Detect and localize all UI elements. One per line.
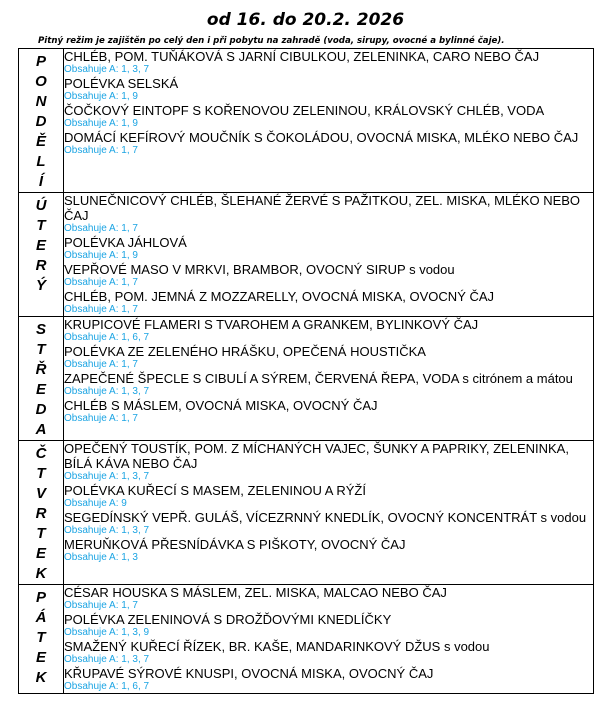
day-name-letter: R bbox=[35, 257, 47, 274]
allergen-info: Obsahuje A: 1, 3, 9 bbox=[64, 627, 150, 638]
meal-item bbox=[64, 371, 593, 386]
meal-item bbox=[64, 585, 593, 600]
meal-item bbox=[64, 49, 593, 64]
day-name-letter: V bbox=[35, 485, 46, 502]
meal-text: SMAŽENÝ KUŘECÍ ŘÍZEK, BR. KAŠE, MANDARINKOVÝ DŽUS bbox=[64, 639, 441, 654]
allergen-info: Obsahuje A: 1, 7 bbox=[64, 277, 138, 288]
day-row bbox=[19, 49, 594, 193]
allergen-info: Obsahuje A: 1, 6, 7 bbox=[64, 681, 150, 692]
meal-text: POLÉVKA ZE ZELENÉHO HRÁŠKU, OPEČENÁ HOUSTIČKA bbox=[64, 344, 426, 359]
day-name-letter: R bbox=[35, 505, 47, 522]
allergen-info: Obsahuje A: 1, 3, 7 bbox=[64, 654, 150, 665]
allergen-info: Obsahuje A: 1, 3, 7 bbox=[64, 64, 150, 75]
meal-item bbox=[64, 317, 593, 332]
allergen-info: Obsahuje A: 1, 7 bbox=[64, 600, 138, 611]
day-name-letter: K bbox=[35, 565, 47, 582]
drinking-regime-note: Pitný režim je zajištěn po celý den i při pobytu na zahradě (voda, sirupy, ovocné a bylinné čaje). bbox=[38, 36, 505, 46]
day-row bbox=[19, 585, 594, 694]
meal-text: DOMÁCÍ KEFÍROVÝ MOUČNÍK S ČOKOLÁDOU, OVOCNÁ MISKA, MLÉKO NEBO ČAJ bbox=[64, 130, 579, 145]
day-name-cell bbox=[19, 193, 64, 317]
meal-item bbox=[64, 289, 593, 304]
day-row bbox=[19, 193, 594, 317]
day-row bbox=[19, 317, 594, 441]
day-name-letter: S bbox=[35, 321, 46, 338]
meals-cell bbox=[64, 193, 594, 317]
meals-cell bbox=[64, 585, 594, 694]
meal-text: KRUPICOVÉ FLAMERI S TVAROHEM A GRANKEM, BYLINKOVÝ ČAJ bbox=[64, 317, 479, 332]
day-name-letter: O bbox=[35, 73, 47, 90]
allergen-info: Obsahuje A: 1, 3 bbox=[64, 552, 138, 563]
day-name-letter: N bbox=[35, 93, 47, 110]
meal-item bbox=[64, 666, 593, 681]
allergen-info: Obsahuje A: 1, 3, 7 bbox=[64, 386, 150, 397]
day-name-letter: D bbox=[35, 113, 47, 130]
meal-text: ČOČKOVÝ EINTOPF S KOŘENOVOU ZELENINOU, KRÁLOVSKÝ CHLÉB, VODA bbox=[64, 103, 545, 118]
meal-text: MERUŇKOVÁ PŘESNÍDÁVKA S PIŠKOTY, OVOCNÝ ČAJ bbox=[64, 537, 406, 552]
meal-text: SLUNEČNICOVÝ CHLÉB, ŠLEHANÉ ŽERVÉ S PAŽITKOU, ZEL. MISKA, MLÉKO NEBO ČAJ bbox=[64, 193, 581, 223]
day-name-cell bbox=[19, 441, 64, 585]
day-name-letter: A bbox=[35, 421, 47, 438]
allergen-info: Obsahuje A: 1, 7 bbox=[64, 413, 138, 424]
day-name-letter: T bbox=[36, 629, 46, 646]
day-name-letter: Ř bbox=[35, 361, 47, 378]
day-row bbox=[19, 441, 594, 585]
day-name-letter: Č bbox=[35, 445, 47, 462]
meal-text: CÉSAR HOUSKA S MÁSLEM, ZEL. MISKA, MALCAO NEBO ČAJ bbox=[64, 585, 447, 600]
allergen-info: Obsahuje A: 1, 7 bbox=[64, 359, 138, 370]
day-name-letter: D bbox=[35, 401, 47, 418]
day-name-letter: T bbox=[36, 465, 46, 482]
meals-cell bbox=[64, 49, 594, 193]
allergen-info: Obsahuje A: 1, 9 bbox=[64, 118, 138, 129]
meal-item bbox=[64, 235, 593, 250]
day-name-letter: T bbox=[36, 341, 46, 358]
meal-text: CHLÉB, POM. JEMNÁ Z MOZZARELLY, OVOCNÁ MISKA, OVOCNÝ ČAJ bbox=[64, 289, 495, 304]
meal-item bbox=[64, 612, 593, 627]
allergen-info: Obsahuje A: 1, 9 bbox=[64, 91, 138, 102]
meal-text: KŘUPAVÉ SÝROVÉ KNUSPI, OVOCNÁ MISKA, OVOCNÝ ČAJ bbox=[64, 666, 434, 681]
day-name-letter: L bbox=[36, 153, 46, 170]
meal-item bbox=[64, 193, 593, 223]
day-name-letter: Á bbox=[35, 609, 47, 626]
meal-note: s vodou bbox=[409, 262, 455, 277]
meal-item bbox=[64, 130, 593, 145]
day-name-letter: T bbox=[36, 525, 46, 542]
day-name-cell bbox=[19, 317, 64, 441]
day-name-cell bbox=[19, 49, 64, 193]
meal-text: OPEČENÝ TOUSTÍK, POM. Z MÍCHANÝCH VAJEC, ŠUNKY A PAPRIKY, ZELENINKA, BÍLÁ KÁVA NEBO ČAJ bbox=[64, 441, 569, 471]
meal-text: SEGEDÍNSKÝ VEPŘ. GULÁŠ, VÍCEZRNNÝ KNEDLÍK, OVOCNÝ KONCENTRÁT bbox=[64, 510, 537, 525]
meal-item bbox=[64, 344, 593, 359]
meal-text: POLÉVKA ZELENINOVÁ S DROŽĎOVÝMI KNEDLÍČKY bbox=[64, 612, 392, 627]
meal-note: s citrónem a mátou bbox=[462, 371, 573, 386]
meal-note: s vodou bbox=[443, 639, 490, 654]
allergen-info: Obsahuje A: 9 bbox=[64, 498, 127, 509]
meals-cell bbox=[64, 317, 594, 441]
meal-item bbox=[64, 483, 593, 498]
day-name-letter: P bbox=[35, 589, 46, 606]
allergen-info: Obsahuje A: 1, 6, 7 bbox=[64, 332, 150, 343]
meal-item bbox=[64, 103, 593, 118]
meal-item bbox=[64, 441, 593, 471]
meal-item bbox=[64, 76, 593, 91]
meal-item bbox=[64, 510, 593, 525]
meal-note: s vodou bbox=[540, 510, 587, 525]
day-name-letter: Ě bbox=[35, 133, 46, 150]
meal-text: POLÉVKA KUŘECÍ S MASEM, ZELENINOU A RÝŽÍ bbox=[64, 483, 366, 498]
day-name-cell bbox=[19, 585, 64, 694]
meal-text: POLÉVKA SELSKÁ bbox=[64, 76, 179, 91]
meal-text: POLÉVKA JÁHLOVÁ bbox=[64, 235, 187, 250]
meal-text: CHLÉB S MÁSLEM, OVOCNÁ MISKA, OVOCNÝ ČAJ bbox=[64, 398, 378, 413]
allergen-info: Obsahuje A: 1, 7 bbox=[64, 145, 138, 156]
day-name-letter: P bbox=[35, 53, 46, 70]
day-name-letter: K bbox=[35, 669, 47, 686]
meal-item bbox=[64, 262, 593, 277]
allergen-info: Obsahuje A: 1, 7 bbox=[64, 223, 138, 234]
day-name-letter: E bbox=[35, 649, 46, 666]
meal-item bbox=[64, 537, 593, 552]
allergen-info: Obsahuje A: 1, 3, 7 bbox=[64, 471, 150, 482]
meal-text: CHLÉB, POM. TUŇÁKOVÁ S JARNÍ CIBULKOU, ZELENINKA, CARO NEBO ČAJ bbox=[64, 49, 540, 64]
meal-item bbox=[64, 398, 593, 413]
weekly-menu-table bbox=[18, 48, 594, 694]
allergen-info: Obsahuje A: 1, 3, 7 bbox=[64, 525, 150, 536]
day-name-letter: T bbox=[36, 217, 46, 234]
day-name-letter: Ú bbox=[35, 197, 47, 214]
day-name-letter: E bbox=[35, 237, 46, 254]
meal-text: VEPŘOVÉ MASO V MRKVI, BRAMBOR, OVOCNÝ SIRUP bbox=[64, 262, 406, 277]
allergen-info: Obsahuje A: 1, 9 bbox=[64, 250, 138, 261]
day-name-letter: E bbox=[35, 545, 46, 562]
menu-title: od 16. do 20.2. 2026 bbox=[206, 10, 405, 30]
day-name-letter: Í bbox=[38, 173, 44, 190]
meal-item bbox=[64, 639, 593, 654]
meals-cell bbox=[64, 441, 594, 585]
allergen-info: Obsahuje A: 1, 7 bbox=[64, 304, 138, 315]
meal-text: ZAPEČENÉ ŠPECLE S CIBULÍ A SÝREM, ČERVENÁ ŘEPA, VODA bbox=[64, 371, 459, 386]
day-name-letter: E bbox=[35, 381, 46, 398]
day-name-letter: Ý bbox=[35, 277, 46, 294]
